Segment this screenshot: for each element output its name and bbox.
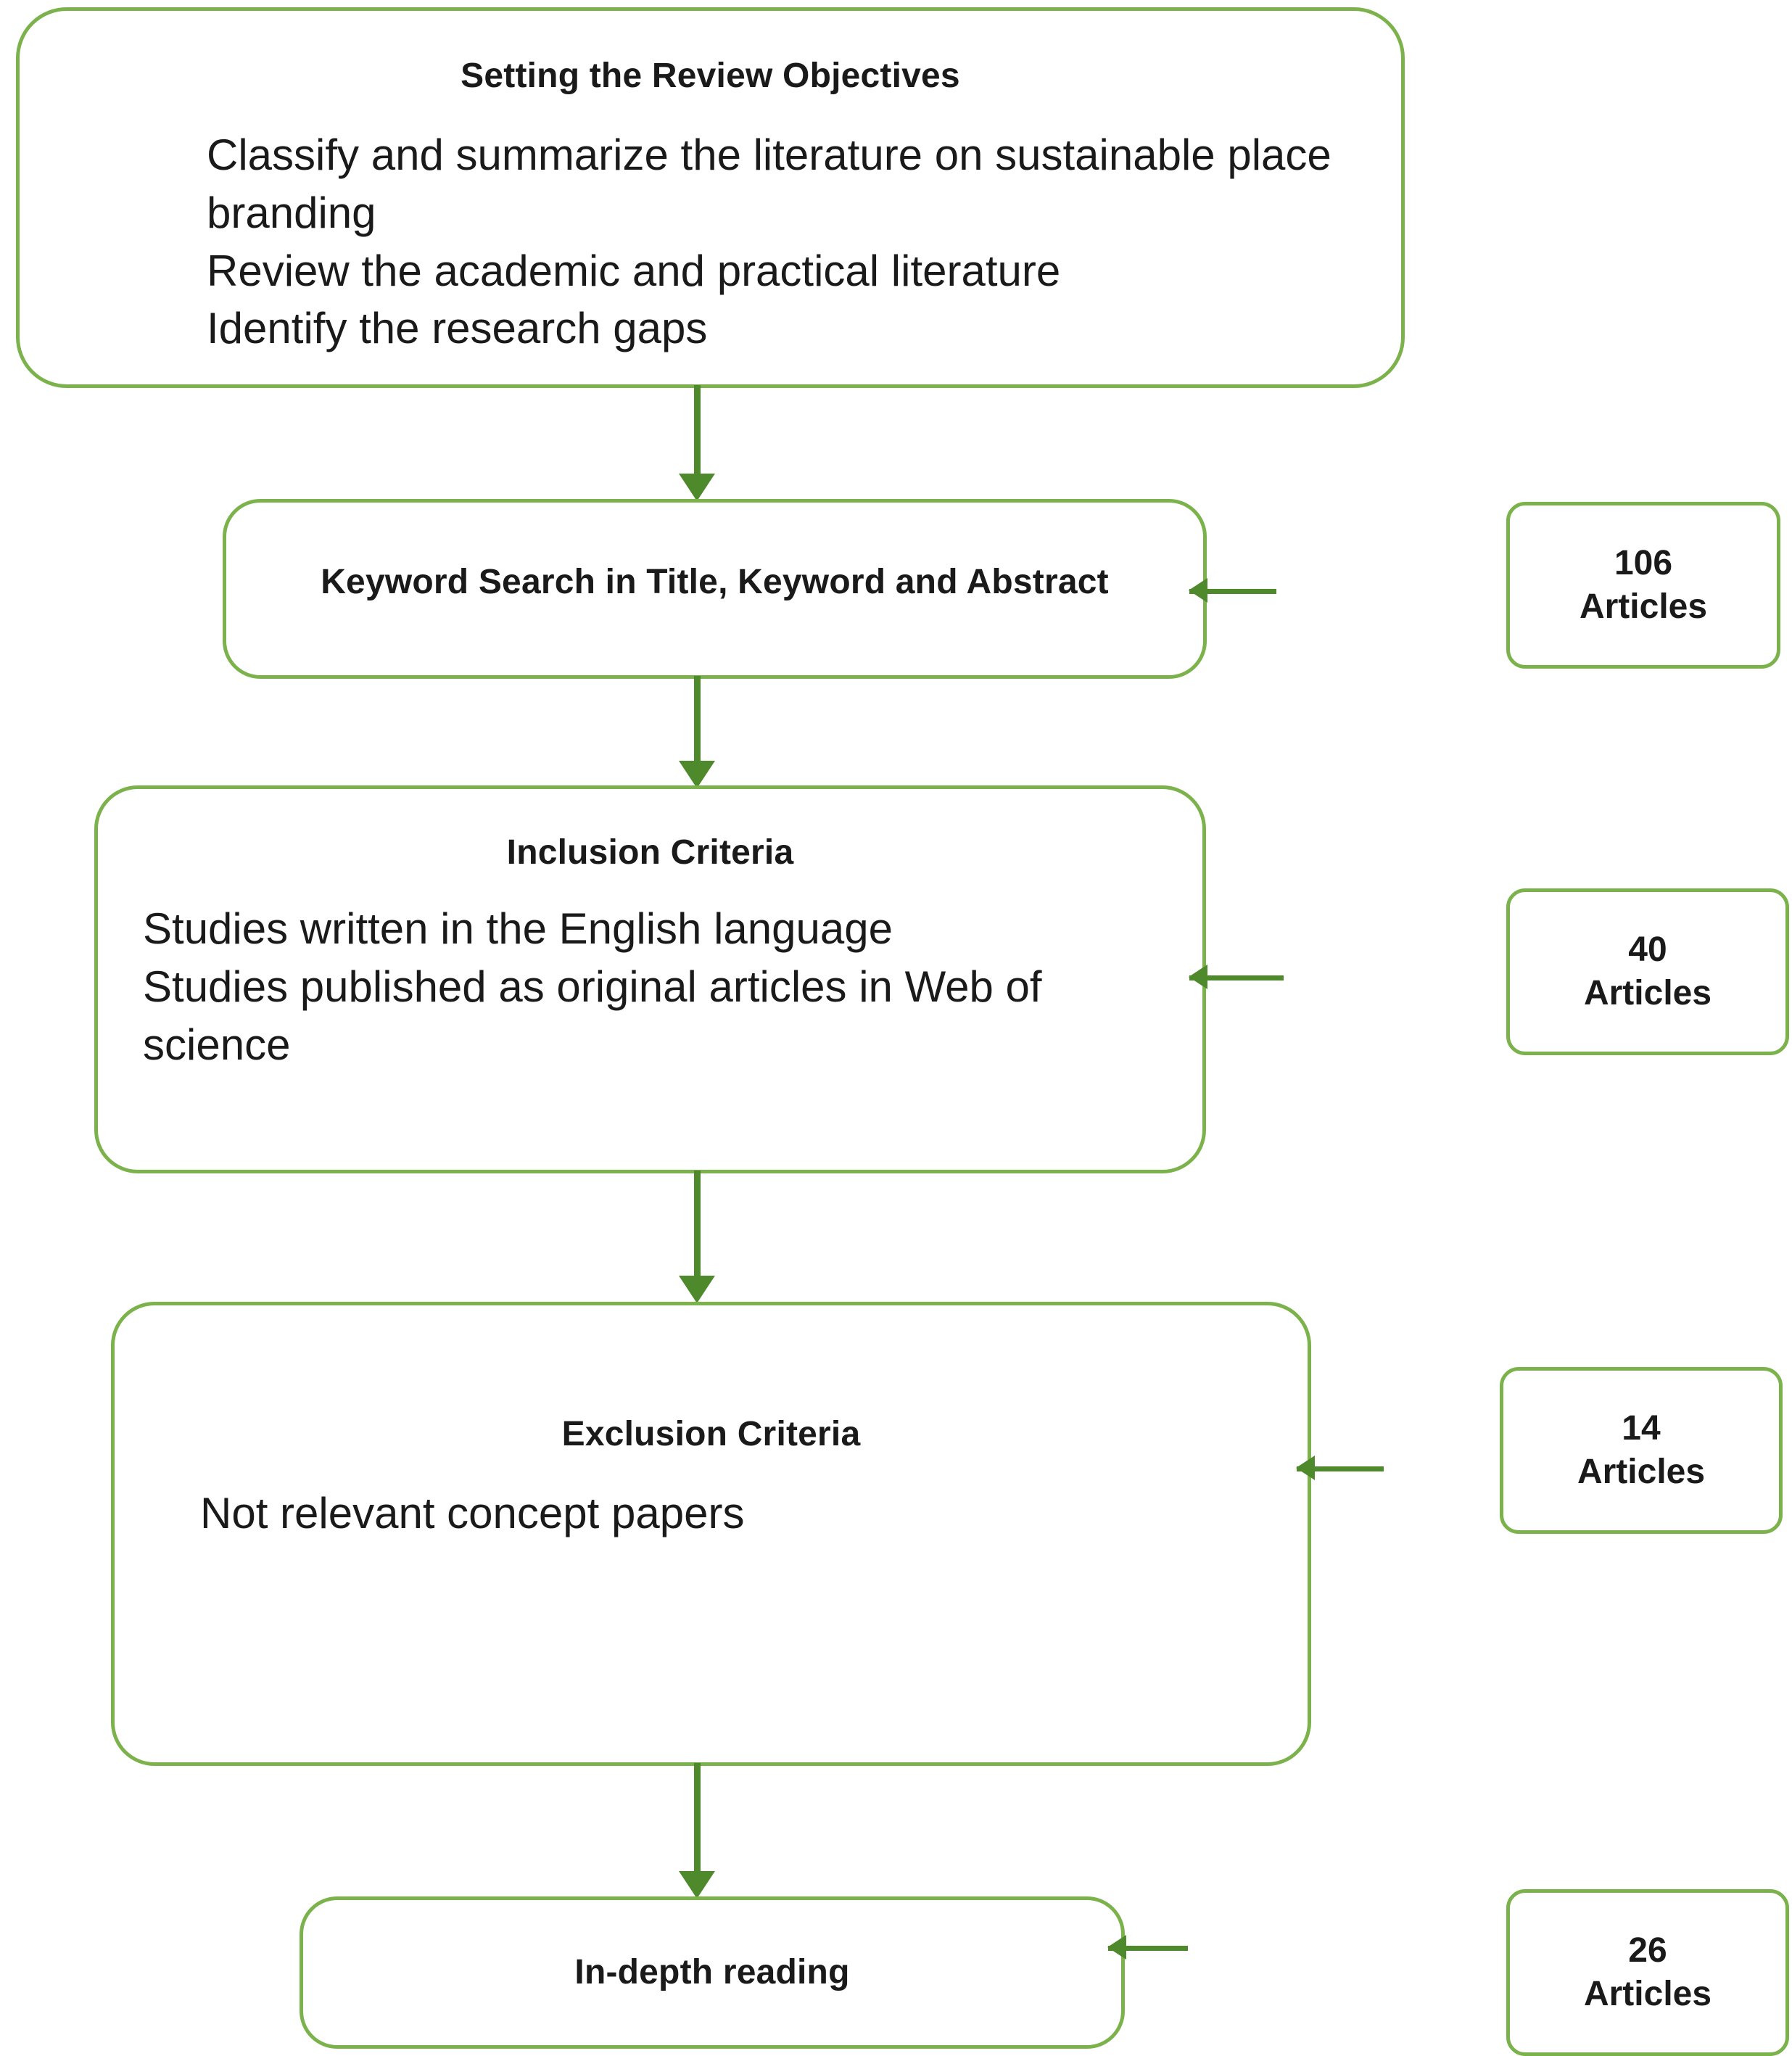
arrow-head-icon [1107, 1935, 1126, 1960]
arrow-head-icon [679, 1871, 715, 1899]
node-body-line: Review the academic and practical literature [207, 246, 1061, 295]
count-value: 26 [1628, 1931, 1667, 1970]
node-body [115, 1485, 1308, 1543]
node-body [98, 900, 1202, 1073]
arrow-inclusion-to-exclusion [694, 1171, 701, 1305]
node-body-line: Studies published as original articles in Web of science [143, 962, 1042, 1069]
node-inclusion-criteria [94, 785, 1206, 1173]
arrow-exclusion-to-reading [694, 1763, 701, 1901]
node-setting-review-objectives [16, 7, 1405, 388]
arrow-shaft [694, 676, 701, 763]
arrow-shaft [694, 1171, 701, 1278]
arrow-head-icon [679, 761, 715, 788]
count-label: Articles [1579, 587, 1708, 626]
count-box-40-articles [1506, 888, 1789, 1055]
arrow-into-reading-node [1108, 1946, 1188, 1947]
count-label: Articles [1577, 1453, 1706, 1491]
node-title: Exclusion Criteria [561, 1415, 861, 1453]
node-body-line: Identify the research gaps [207, 304, 708, 353]
count-box-106-articles [1506, 502, 1780, 669]
node-body-line: Studies written in the English language [143, 904, 893, 953]
arrow-into-inclusion-node [1189, 975, 1284, 977]
arrow-into-exclusion-node [1297, 1466, 1384, 1468]
node-exclusion-criteria [111, 1302, 1311, 1766]
arrow-head-icon [1189, 965, 1207, 989]
count-value: 40 [1628, 930, 1667, 969]
arrow-head-icon [1296, 1456, 1315, 1480]
count-box-14-articles [1500, 1367, 1783, 1534]
node-keyword-search [223, 499, 1207, 679]
count-label: Articles [1583, 974, 1712, 1012]
node-body-line: Not relevant concept papers [200, 1489, 745, 1537]
arrow-into-keyword-node [1189, 589, 1276, 590]
node-title: Setting the Review Objectives [461, 57, 960, 95]
arrow-head-icon [1189, 578, 1207, 603]
node-body [20, 126, 1401, 358]
node-title: In-depth reading [574, 1953, 850, 1991]
count-box-26-articles [1506, 1889, 1789, 2056]
arrow-objectives-to-keyword [694, 385, 701, 501]
node-body-line: Classify and summarize the literature on sustainable place branding [207, 131, 1331, 237]
arrow-keyword-to-inclusion [694, 676, 701, 788]
node-title: Inclusion Criteria [506, 833, 794, 872]
arrow-shaft [694, 1763, 701, 1873]
arrow-head-icon [679, 474, 715, 501]
node-in-depth-reading [300, 1896, 1125, 2049]
node-title: Keyword Search in Title, Keyword and Abstract [321, 563, 1109, 601]
count-value: 106 [1614, 544, 1673, 582]
arrow-shaft [694, 385, 701, 476]
count-value: 14 [1622, 1409, 1661, 1448]
arrow-head-icon [679, 1276, 715, 1303]
count-label: Articles [1583, 1975, 1712, 2013]
